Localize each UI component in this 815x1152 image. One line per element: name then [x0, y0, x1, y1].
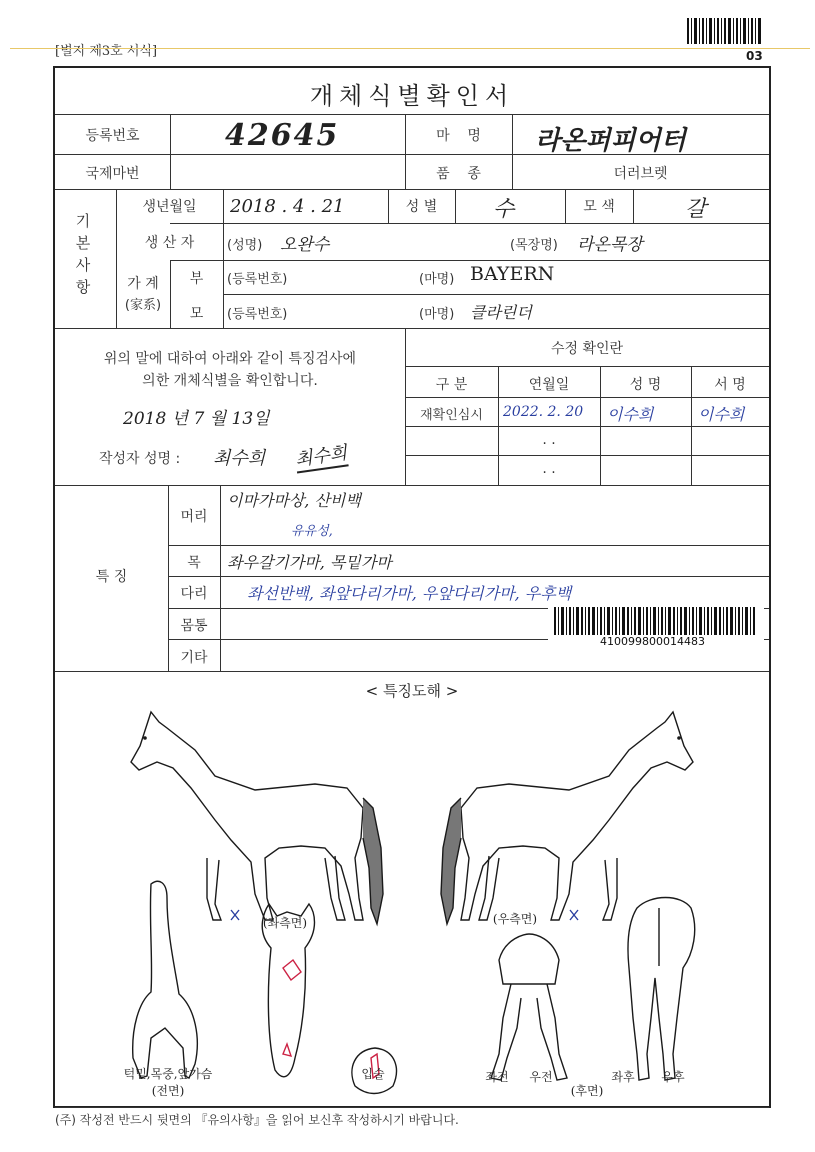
divider	[170, 223, 769, 224]
document-title: 개체식별확인서	[309, 82, 515, 110]
producer-label: 생 산 자	[144, 235, 195, 251]
sticker-barcode	[554, 607, 758, 635]
horse-name-label: 마 명	[436, 128, 481, 144]
rear-label: (후면)	[570, 1084, 604, 1098]
author-label: 작성자 성명 :	[99, 451, 181, 467]
coat-label: 모 색	[583, 199, 615, 215]
right-side-label: (우측면)	[492, 912, 538, 926]
author-name: 최수희	[213, 448, 266, 469]
basic-section-label: 기 본 사 항	[75, 212, 91, 296]
birth-label: 생년월일	[142, 199, 197, 215]
divider	[405, 455, 769, 456]
head-value-2: 유유성,	[291, 524, 333, 539]
ranch-value: 라온목장	[577, 235, 643, 255]
revision-row-type: 재확인심시	[420, 408, 483, 423]
sire-reg-label: (등록번호)	[227, 272, 288, 287]
sire-name-label: (마명)	[419, 272, 455, 287]
sex-label: 성 별	[405, 199, 438, 215]
pedigree-label: 가 계	[127, 276, 159, 292]
identification-form	[53, 66, 771, 1108]
confirmation-date: 2018 년 7 월 13일	[123, 409, 270, 429]
divider	[168, 576, 769, 577]
divider	[405, 397, 769, 398]
revision-row-name: 이수희	[607, 405, 654, 424]
front-right-caption: 우전	[529, 1070, 553, 1084]
divider	[220, 485, 221, 671]
leg-value: 좌선반백, 좌앞다리가마, 우앞다리가마, 우후백	[247, 584, 572, 603]
revision-col-name: 성 명	[629, 377, 662, 393]
producer-name-value: 오완수	[280, 235, 330, 255]
birth-value: 2018 . 4 . 21	[230, 196, 345, 217]
barcode-number: 410099800014483	[600, 635, 705, 648]
divider	[55, 1107, 769, 1108]
features-section-label: 특 징	[95, 569, 128, 585]
horse-diagram	[55, 698, 769, 1103]
revision-col-sign: 서 명	[714, 377, 746, 393]
dam-name-label: (마명)	[419, 307, 455, 322]
header-divider	[10, 48, 810, 49]
footnote: (주) 작성전 반드시 뒷면의 『유의사항』을 읽어 보신후 작성하시기 바랍니다.	[55, 1113, 459, 1127]
statement-line-1: 위의 말에 대하여 아래와 같이 특징검사에	[103, 351, 357, 367]
neck-label: 목	[187, 555, 201, 571]
horse-name-value: 라온퍼피어터	[535, 126, 686, 156]
divider	[55, 485, 769, 486]
divider	[633, 189, 634, 223]
divider	[455, 189, 456, 223]
lip-caption: 입술	[361, 1067, 385, 1081]
divider	[223, 260, 224, 328]
body-label: 몸통	[180, 618, 208, 634]
other-label: 기타	[180, 650, 208, 666]
revision-col-type: 구 분	[435, 377, 468, 393]
head-label: 머리	[180, 509, 208, 525]
front-left-caption: 좌전	[485, 1070, 509, 1084]
top-barcode	[687, 18, 762, 44]
rear-right-caption: 우후	[661, 1070, 685, 1084]
left-side-label: (좌측면)	[262, 916, 308, 930]
revision-row-sign: 이수희	[698, 405, 745, 424]
neck-value: 좌우갈기가마, 목밑가마	[227, 553, 392, 572]
breed-value: 더러브렛	[613, 166, 668, 182]
revision-row-date: . .	[542, 432, 556, 448]
reg-no-label: 등록번호	[85, 128, 140, 144]
producer-name-label: (성명)	[227, 238, 263, 253]
author-signature: 최수희	[293, 439, 349, 474]
reg-no-value: 42645	[225, 118, 340, 153]
divider	[405, 366, 769, 367]
page-number: 03	[746, 49, 763, 63]
form-number-label: [별지 제3호 서식]	[55, 44, 158, 59]
pedigree-hanja: (家系)	[124, 298, 162, 313]
barcode-sticker	[548, 605, 764, 651]
breed-label: 품 종	[436, 166, 481, 182]
divider	[405, 426, 769, 427]
divider	[55, 114, 769, 115]
divider	[223, 189, 224, 260]
front-label: (전면)	[151, 1084, 185, 1098]
revision-title: 수정 확인란	[550, 341, 624, 357]
divider	[168, 545, 769, 546]
divider	[170, 260, 769, 261]
rear-left-caption: 좌후	[611, 1070, 635, 1084]
divider	[55, 328, 769, 329]
leg-label: 다리	[180, 586, 208, 602]
divider	[170, 114, 171, 189]
dam-reg-label: (등록번호)	[227, 307, 288, 322]
sire-name-value: BAYERN	[470, 263, 555, 285]
divider	[55, 189, 769, 190]
revision-row-date: . .	[542, 461, 556, 477]
statement-line-2: 의한 개체식별을 확인합니다.	[142, 373, 318, 389]
revision-row-date: 2022. 2. 20	[503, 404, 584, 420]
diagram-title: < 특징도해 >	[365, 682, 459, 700]
dam-label: 모	[189, 306, 204, 322]
dam-name-value: 클라린더	[470, 303, 532, 322]
divider	[55, 671, 769, 672]
divider	[223, 294, 769, 295]
sex-value: 수	[493, 197, 515, 222]
coat-value: 갈	[685, 197, 707, 222]
ranch-label: (목장명)	[510, 238, 558, 253]
front-caption: 턱밑,목중,앞가슴	[123, 1067, 213, 1081]
revision-col-date: 연월일	[528, 377, 570, 393]
intl-no-label: 국제마번	[85, 166, 140, 182]
sire-label: 부	[189, 271, 204, 287]
head-value: 이마가마상, 산비백	[227, 491, 361, 510]
